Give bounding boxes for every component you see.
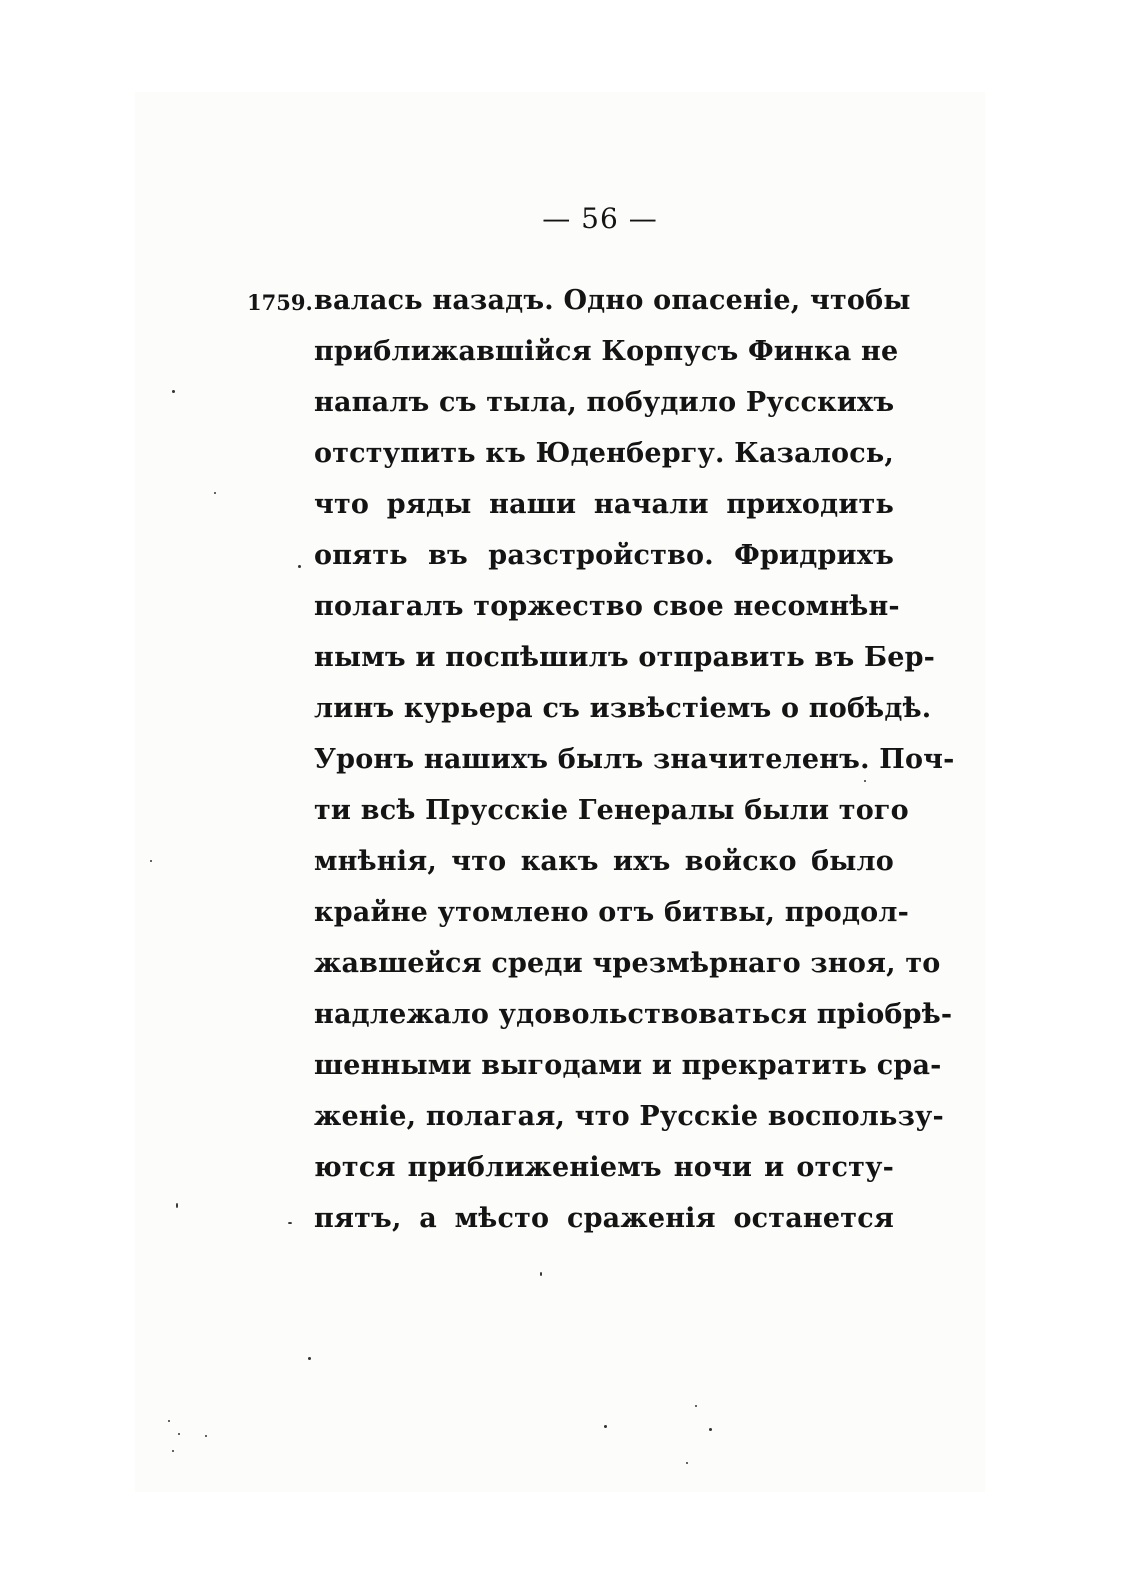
scan-speck bbox=[709, 1428, 712, 1431]
text-line: ются приближеніемъ ночи и отсту- bbox=[314, 1152, 894, 1183]
margin-year-note: 1759. bbox=[247, 290, 313, 315]
scan-speck bbox=[695, 1405, 697, 1407]
scan-speck bbox=[172, 390, 175, 393]
text-line: пятъ, а мѣсто сраженія останется bbox=[314, 1203, 894, 1234]
text-line: напалъ съ тыла, побудило Русскихъ bbox=[314, 387, 895, 418]
text-line: мнѣнія, что какъ ихъ войско было bbox=[314, 846, 894, 877]
scan-speck bbox=[298, 565, 301, 568]
text-line: ти всѣ Прусскіе Генералы были того bbox=[314, 795, 909, 826]
text-line: линъ курьера съ извѣстіемъ о побѣдѣ. bbox=[314, 693, 932, 724]
text-line: жавшейся среди чрезмѣрнаго зноя, то bbox=[314, 948, 941, 979]
scan-speck bbox=[172, 1450, 174, 1452]
scan-speck bbox=[176, 1203, 178, 1208]
text-line: нымъ и поспѣшилъ отправить въ Бер- bbox=[314, 642, 936, 673]
scan-speck bbox=[168, 1420, 170, 1422]
text-line: приближавшійся Корпусъ Финка не bbox=[314, 336, 899, 367]
text-line: валась назадъ. Одно опасеніе, чтобы bbox=[314, 285, 911, 316]
text-line: что ряды наши начали приходить bbox=[314, 489, 894, 520]
scan-speck bbox=[178, 1433, 180, 1435]
text-line: крайне утомлено отъ битвы, продол- bbox=[314, 897, 910, 928]
scan-speck bbox=[864, 780, 866, 782]
text-line: женіе, полагая, что Русскіе воспользу- bbox=[314, 1101, 944, 1132]
scan-speck bbox=[604, 1425, 607, 1428]
text-line: шенными выгодами и прекратить сра- bbox=[314, 1050, 942, 1081]
page-number: — 56 — bbox=[542, 202, 658, 235]
text-line: опять въ разстройство. Фридрихъ bbox=[314, 540, 894, 571]
scan-speck bbox=[205, 1435, 207, 1437]
scan-speck bbox=[308, 1357, 311, 1360]
scan-speck bbox=[686, 1462, 688, 1464]
text-line: полагалъ торжество свое несомнѣн- bbox=[314, 591, 900, 622]
text-line: отступить къ Юденбергу. Казалось, bbox=[314, 438, 895, 469]
scan-speck bbox=[214, 492, 216, 494]
text-line: надлежало удовольствоваться пріобрѣ- bbox=[314, 999, 953, 1030]
scan-speck bbox=[288, 1222, 292, 1224]
scan-speck bbox=[540, 1272, 542, 1276]
scan-speck bbox=[150, 860, 152, 862]
text-line: Уронъ нашихъ былъ значителенъ. Поч- bbox=[314, 744, 955, 775]
